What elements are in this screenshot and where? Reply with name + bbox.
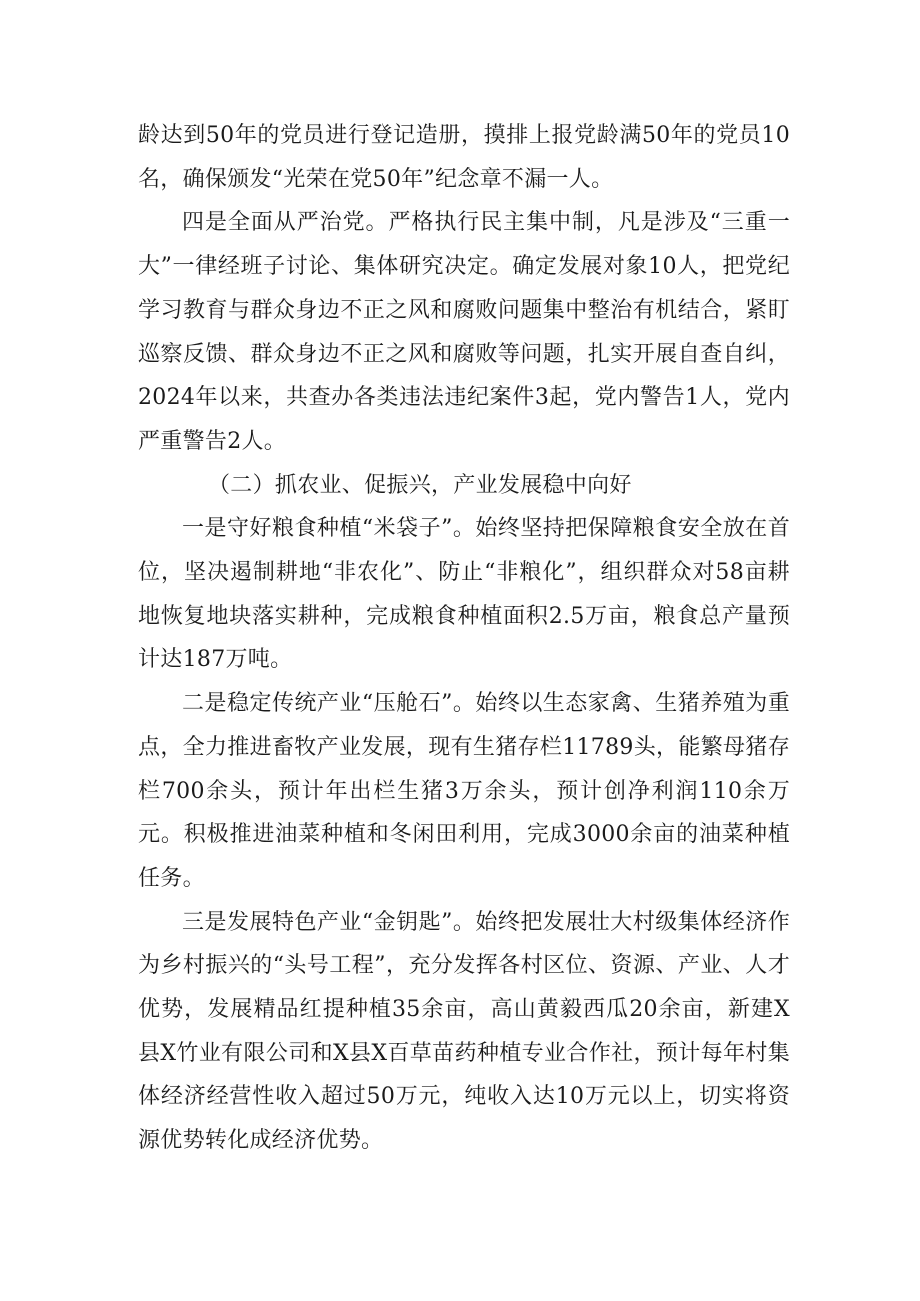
section-heading-agriculture: （二）抓农业、促振兴，产业发展稳中向好 (208, 472, 632, 498)
paragraph-four-party-governance: 四是全面从严治党。严格执行民主集中制，凡是涉及“三重一大”一律经班子讨论、集体研究决定。确定发展对象10人，把党纪学习教育与群众身边不正之风和腐败问题集中整治有机结合，紧盯巡察反馈、群众身边不正之风和腐败等问题，扎实开展自查自纠，2024年以来，共查办各类违法违纪案件3起，党内警告1人，党内严重警告2人。 (138, 210, 790, 454)
paragraph-two-traditional-industry: 二是稳定传统产业“压舱石”。始终以生态家禽、生猪养殖为重点，全力推进畜牧产业发展，现有生猪存栏11789头，能繁母猪存栏700余头，预计年出栏生猪3万余头，预计创净利润110余万元。积极推进油菜种植和冬闲田利用，完成3000余亩的油菜种植任务。 (138, 691, 790, 891)
document-body (138, 114, 790, 1163)
paragraph-three-special-industry: 三是发展特色产业“金钥匙”。始终把发展壮大村级集体经济作为乡村振兴的“头号工程”，充分发挥各村区位、资源、产业、人才优势，发展精品红提种植35余亩，高山黄毅西瓜20余亩，新建X县X竹业有限公司和X县X百草苗药种植专业合作社，预计每年村集体经济经营性收入超过50万元，纯收入达10万元以上，切实将资源优势转化成经济优势。 (138, 909, 790, 1154)
paragraph-one-grain: 一是守好粮食种植“米袋子”。始终坚持把保障粮食安全放在首位，坚决遏制耕地“非农化”、防止“非粮化”，组织群众对58亩耕地恢复地块落实耕种，完成粮食种植面积2.5万亩，粮食总产量预计达187万吨。 (138, 516, 790, 673)
paragraph-continuation: 龄达到50年的党员进行登记造册，摸排上报党龄满50年的党员10名，确保颁发“光荣在党50年”纪念章不漏一人。 (138, 123, 790, 192)
